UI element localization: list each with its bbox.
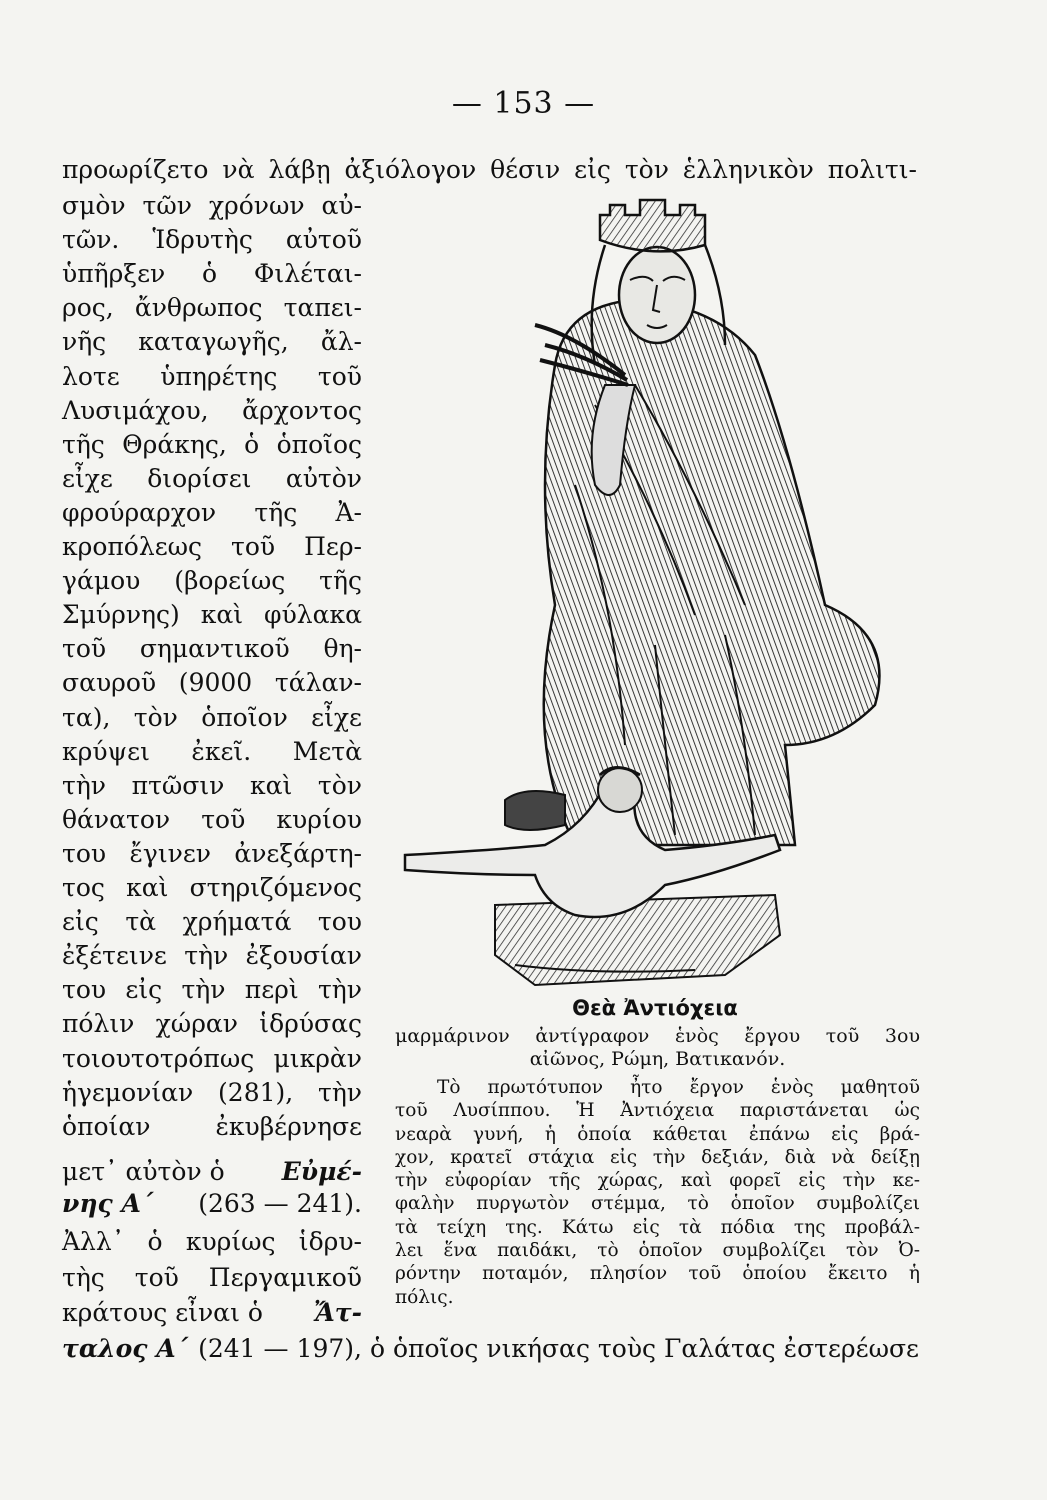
text-fragment: κράτους εἶναι ὁ (62, 1298, 263, 1327)
text-line: νῆς καταγωγῆς, ἄλ- (62, 327, 362, 357)
text-line: τὴς τοῦ Περγαμικοῦ (62, 1263, 362, 1292)
text-line: τὴν πτῶσιν καὶ τὸν (62, 770, 362, 800)
page-number: — 153 — (451, 86, 596, 121)
figure-title: Θεὰ Ἀντιόχεια (572, 996, 738, 1020)
text-fragment: μετ᾽ αὐτὸν ὁ (62, 1157, 225, 1186)
text-line: του ἔγινεν ἀνεξάρτη- (62, 838, 362, 868)
text-line: προωρίζετο νὰ λάβῃ ἀξιόλογον θέσιν εἰς τὸν ἑλληνικὸν πολιτι- (62, 155, 917, 184)
text-line: φρούραρχον τῆς Ἀ- (62, 497, 362, 527)
text-line: εἰς τὰ χρήματά του (62, 907, 362, 937)
text-line: τῶν. Ἱδρυτὴς αὐτοῦ (62, 225, 362, 255)
king-name-eumenes: Εὐμέ- (281, 1157, 362, 1186)
text-line: τα), τὸν ὁποῖον εἶχε (62, 702, 362, 732)
text-line: τοιουτοτρόπως μικρὰν (62, 1043, 362, 1073)
text-line: τοῦ σημαντικοῦ θη- (62, 634, 362, 664)
text-line: γάμου (βορείως τῆς (62, 566, 362, 596)
text-line: Ἀλλ᾽ ὁ κυρίως ἱδρυ- (62, 1227, 362, 1256)
text-line: λοτε ὑπηρέτης τοῦ (62, 361, 362, 391)
text-line: θάνατον τοῦ κυρίου (62, 804, 362, 834)
statue-illustration (395, 185, 915, 995)
text-line: τῆς Θράκης, ὁ ὁποῖος (62, 429, 362, 459)
description-line: χον, κρατεῖ στάχια εἰς τὴν δεξιάν, διὰ νὰ δείξῃ (395, 1146, 920, 1168)
text-line: τος καὶ στηριζόμενος (62, 873, 362, 902)
king-name-attalos: Ἄτ- (314, 1298, 362, 1327)
text-line: Λυσιμάχου, ἄρχοντος (62, 395, 362, 425)
description-line: νεαρὰ γυνή, ἡ ὁποία κάθεται ἐπάνω εἰς βρά- (395, 1123, 920, 1145)
description-line: Τὸ πρωτότυπον ἦτο ἔργον ἑνὸς μαθητοῦ (437, 1077, 920, 1098)
text-line: ὑπῆρξεν ὁ Φιλέται- (62, 259, 362, 289)
text-line: ἡγεμονίαν (281), τὴν (62, 1077, 362, 1107)
description-line: τὰ τείχη της. Κάτω εἰς τὰ πόδια της προβάλ- (395, 1216, 920, 1238)
figure-subtitle: μαρμάρινον ἀντίγραφον ἑνὸς ἔργου τοῦ 3ου (395, 1025, 920, 1047)
description-line: ρόντην ποταμόν, πλησίον τοῦ ὁποίου ἔκειτο ἡ (395, 1263, 920, 1285)
text-line-attalos (62, 1297, 362, 1329)
text-line: σαυροῦ (9000 τάλαν- (62, 668, 362, 698)
text-line: ἐξέτεινε τὴν ἐξουσίαν (62, 941, 362, 971)
text-line: του εἰς τὴν περὶ τὴν (62, 975, 362, 1005)
description-line: λει ἕνα παιδάκι, τὸ ὁποῖον συμβολίζει τὸν Ὀ- (395, 1240, 920, 1262)
text-line: εἶχε διορίσει αὐτὸν (62, 463, 362, 493)
text-line: Σμύρνης) καὶ φύλακα (62, 600, 362, 630)
text-line: ρος, ἄνθρωπος ταπει- (62, 293, 362, 323)
description-line: τοῦ Λυσίππου. Ἡ Ἀντιόχεια παριστάνεται ὡς (395, 1100, 920, 1122)
figure-description (395, 1076, 920, 1309)
text-line-eumenes-2 (62, 1188, 362, 1220)
text-line: κροπόλεως τοῦ Περ- (62, 532, 362, 561)
description-line: τὴν εὐφορίαν τῆς χώρας, καὶ φορεῖ εἰς τὴν κε- (395, 1170, 920, 1192)
description-line: πόλις. (395, 1286, 454, 1308)
text-fragment: (241 — 197), ὁ ὁποῖος νικήσας τοὺς Γαλάτας ἐστερέωσε (198, 1334, 919, 1363)
text-line: πόλιν χώραν ἱδρύσας (62, 1009, 362, 1039)
figure-subtitle-2: αἰῶνος, Ρώμη, Βατικανόν. (529, 1048, 786, 1070)
text-line-attalos-2 (62, 1333, 919, 1365)
text-line-eumenes (62, 1156, 362, 1188)
text-line: κρύψει ἐκεῖ. Μετὰ (62, 736, 362, 766)
king-name-attalos-2: ταλος Α΄ (62, 1334, 189, 1363)
description-line: φαλὴν πυργωτὸν στέμμα, τὸ ὁποῖον συμβολίζει (395, 1193, 920, 1215)
eumenes-dates: (263 — 241). (198, 1189, 362, 1218)
text-line: σμὸν τῶν χρόνων αὐ- (62, 191, 362, 220)
king-name-eumenes-2: νης Α΄ (62, 1189, 154, 1218)
text-line: ὁποίαν ἐκυβέρνησε (62, 1111, 362, 1141)
